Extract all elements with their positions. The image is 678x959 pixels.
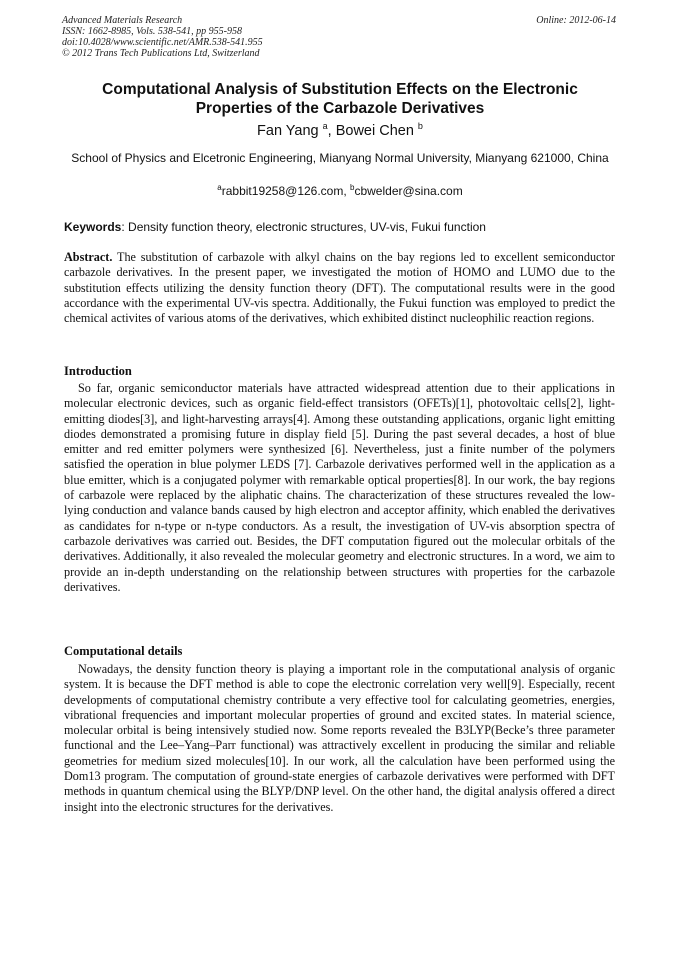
section-heading-introduction: Introduction <box>64 364 132 378</box>
author-affiliation-mark: b <box>417 121 423 131</box>
author-email: cbwelder@sina.com <box>354 184 463 198</box>
author-name: Bowei Chen <box>335 123 414 139</box>
online-date: Online: 2012-06-14 <box>536 15 616 26</box>
abstract-text: The substitution of carbazole with alkyl chains on the bay regions led to excellent semiconductor carbazole derivatives. In the present paper, we investigated the motion of HOMO and LUMO due to the substitution effects utilizing the density function theory (DFT). The computational results were in the good accordance with the experimental UV-vis spectra. Additionally, the Fukui function was employed to predict the chemical activites of various atoms of the derivatives, which exhibited distinct nucleophilic reaction regions. <box>64 250 615 326</box>
paper-title: Computational Analysis of Substitution Effects on the Electronic Properties of the Carbazole Derivatives <box>102 81 578 117</box>
author-list <box>64 122 616 140</box>
abstract-label: Abstract. <box>64 250 113 264</box>
journal-header <box>62 15 616 59</box>
author-email: rabbit19258@126.com <box>221 184 344 198</box>
section-heading-computational: Computational details <box>64 644 183 658</box>
email-mark: b <box>350 183 355 192</box>
author-name: Fan Yang <box>257 123 319 139</box>
email-mark: a <box>217 183 222 192</box>
keywords-label: Keywords <box>64 220 122 234</box>
keywords-text: : Density function theory, electronic structures, UV-vis, Fukui function <box>121 220 486 234</box>
author-affiliation-mark: a <box>322 121 328 131</box>
author-affiliation: School of Physics and Elcetronic Engineering, Mianyang Normal University, Mianyang 621000, China <box>71 151 609 165</box>
email-separator: , <box>343 184 351 198</box>
journal-name: Advanced Materials Research <box>62 15 183 26</box>
author-separator: , <box>327 123 336 139</box>
journal-doi: doi:10.4028/www.scientific.net/AMR.538-541.955 <box>62 37 263 48</box>
introduction-text: So far, organic semiconductor materials have attracted widespread attention due to their applications in molecular electronic devices, such as organic field-effect transistors (OFETs)[1], photovoltaic cells[2], light-emitting diodes[3], and light-harvesting arrays[4]. Among these outstanding applications, organic light emitting diodes demonstrated a promising future in display field [5]. During the past several decades, a host of blue emitter and red emitter polymers were synthesized [6]. Nevertheless, just a finite number of the polymers satisfied the operation in blue polymer LEDS [7]. Carbazole derivatives performed well in the application as a blue emitter, which is a conjugated polymer with remarkable optical properties[8]. In our work, the bay regions of carbazole were replaced by the aliphatic chains. The characterization of these structures revealed the low-lying conduction and valance bands caused by high electron and acceptor affinity, which enabled the derivatives as candidates for n-type or n-type conductors. As a result, the investigation of UV-vis absorption spectra of carbazole derivatives was carried out. Besides, the DFT computation figured out the molecular orbitals of the derivatives. Additionally, it also revealed the molecular geometry and electronic structures. In a word, we aim to provide an in-depth understanding on the relationship between structures with properties for the carbazole derivatives. <box>64 381 615 594</box>
keywords <box>64 220 616 235</box>
journal-issn: ISSN: 1662-8985, Vols. 538-541, pp 955-958 <box>62 26 242 37</box>
computational-text: Nowadays, the density function theory is playing a important role in the computational analysis of organic system. It is because the DFT method is able to cope the electronic correlation very well[9]. Especially, recent developments of computational chemistry contribute a very effective tool for calculating geometries, energies, vibrational frequencies and important molecular properties of ground and excited states. In material science, molecular orbital is being intensively studied now. Some reports revealed the B3LYP(Becke’s three parameter functional and the Lee–Yang–Parr functional) was attractively excellent in producing the similar and reliable geometries for medium sized molecules[10]. In our work, all the calculation have been performed using the Dom13 program. The computation of ground-state energies of carbazole derivatives were performed with DFT methods in quantum chemical using the BLYP/DNP level. On the other hand, the digital analysis offered a direct insight into the electronic structures for the derivatives. <box>64 662 615 814</box>
abstract <box>64 250 615 326</box>
author-emails <box>64 184 616 199</box>
journal-copyright: © 2012 Trans Tech Publications Ltd, Switzerland <box>62 48 260 59</box>
